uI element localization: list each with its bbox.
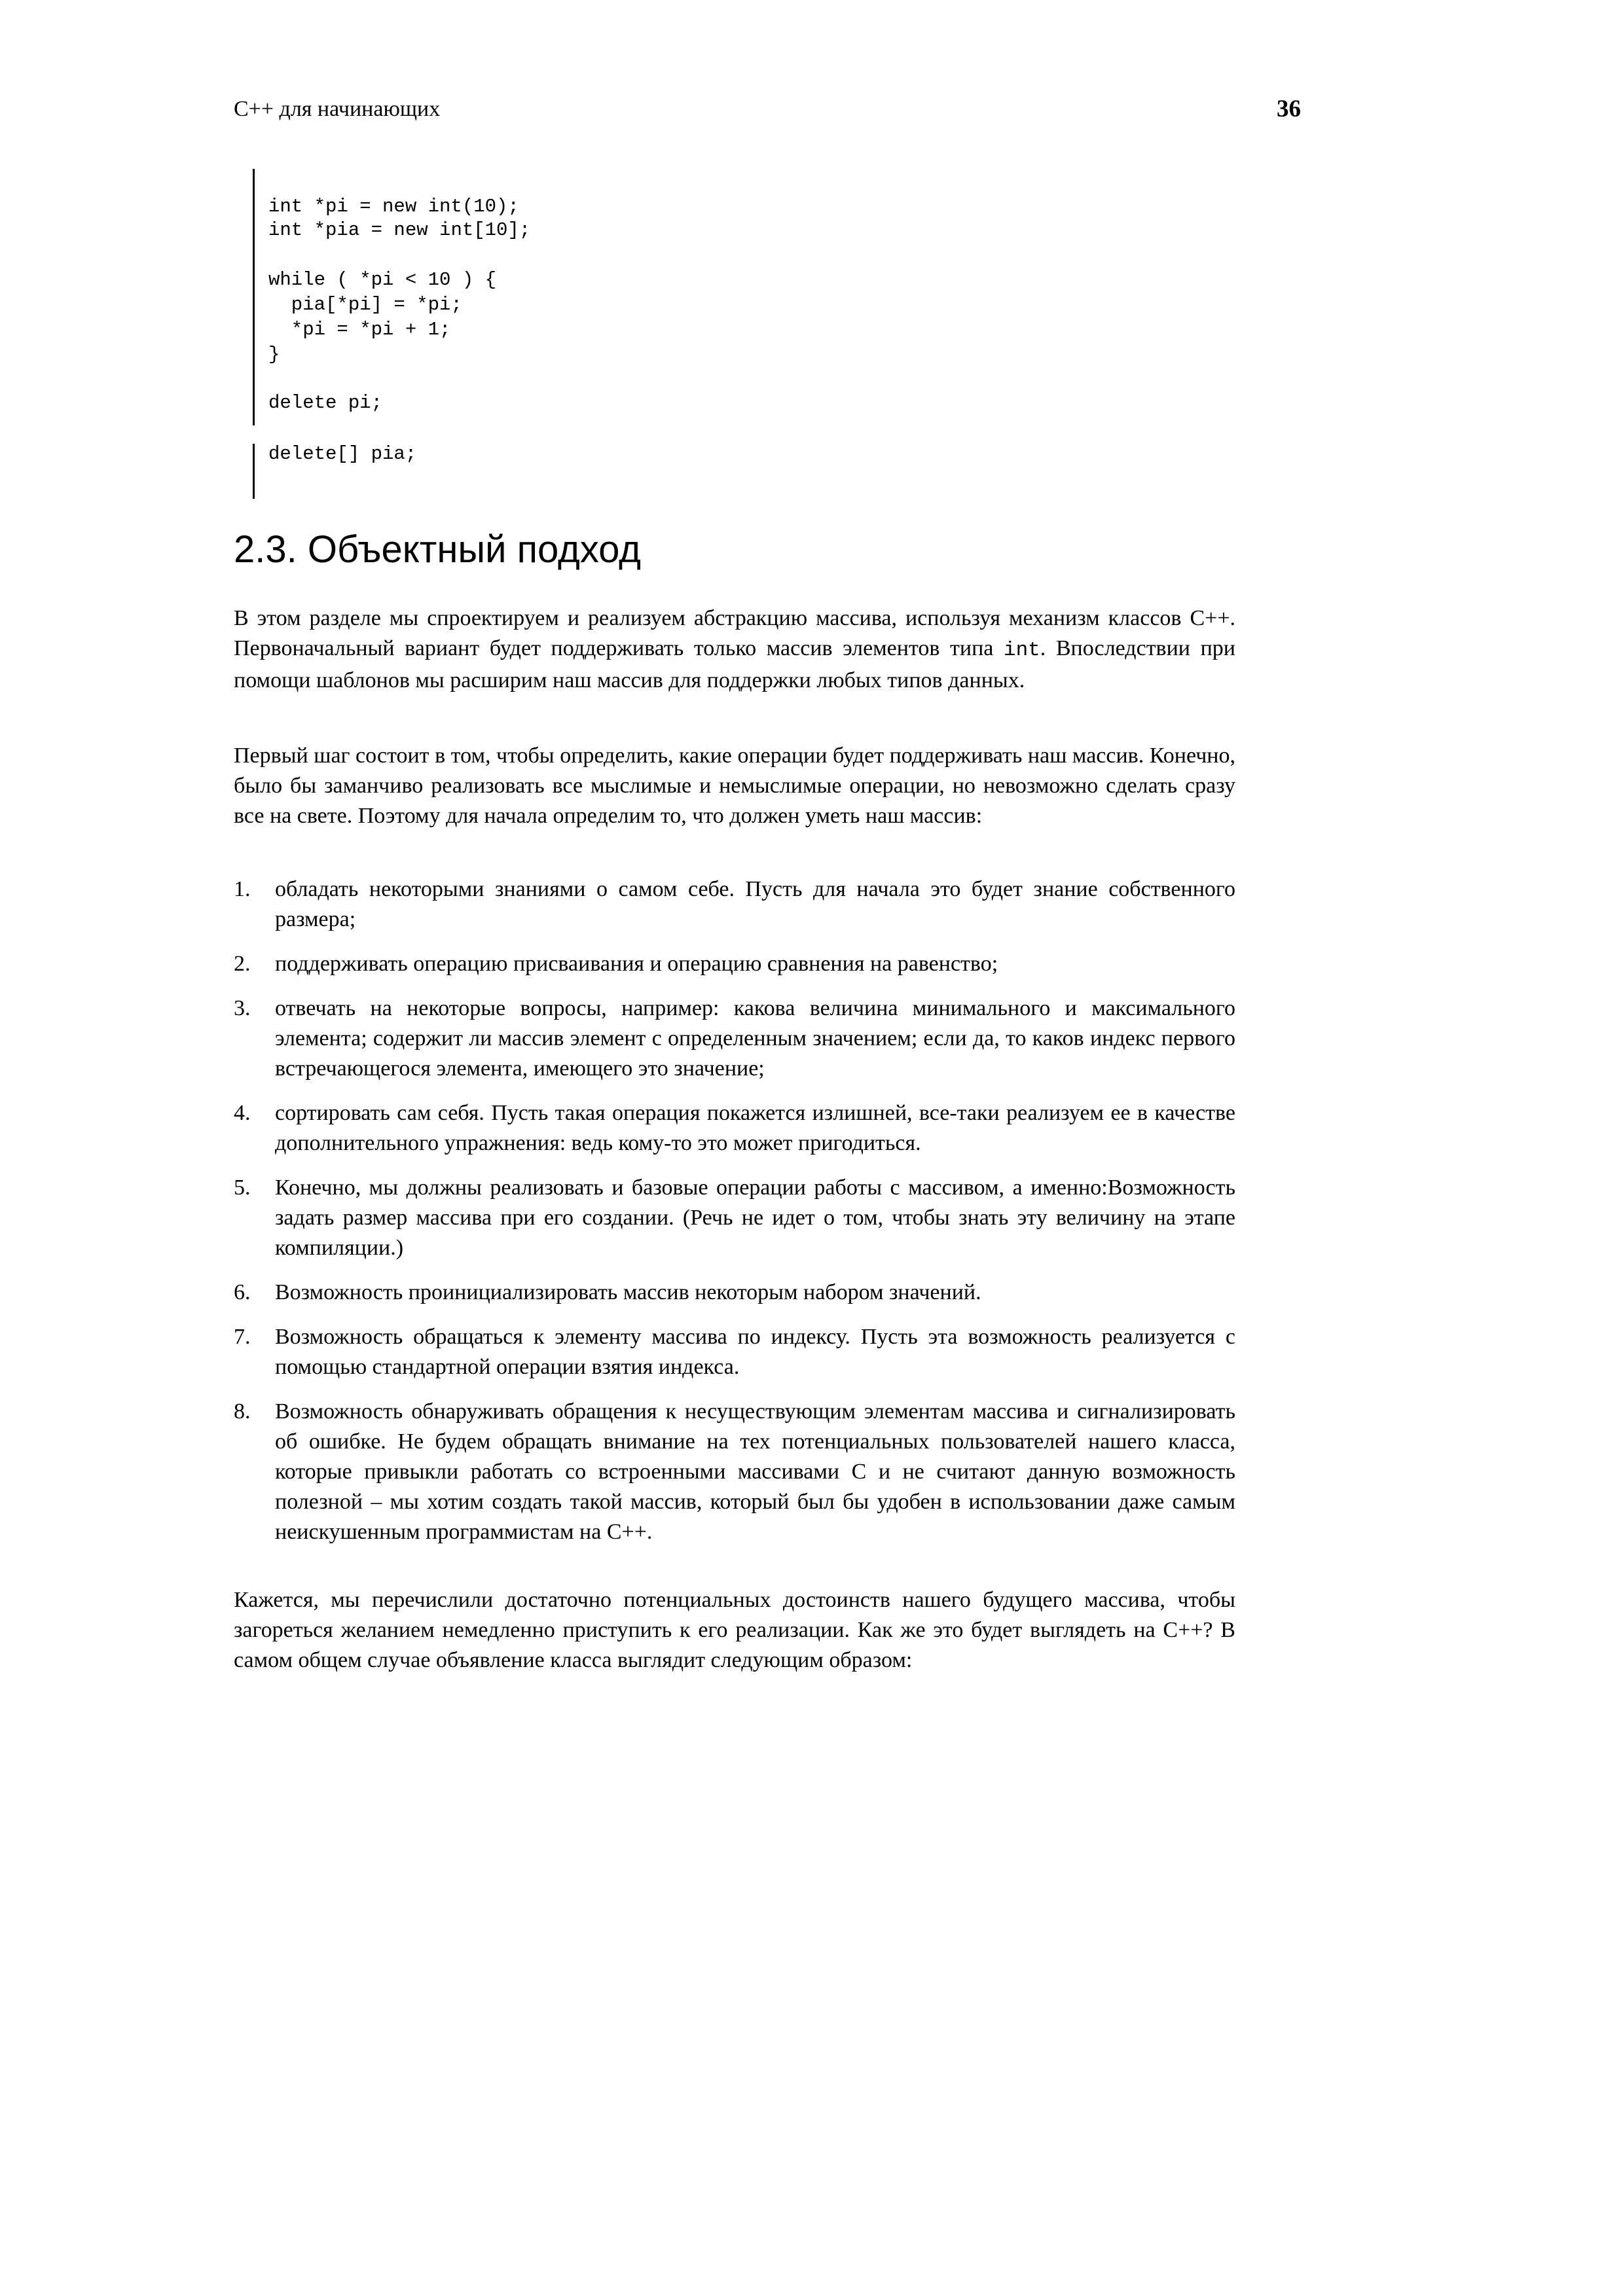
list-item xyxy=(234,1098,1235,1158)
list-item-text: обладать некоторыми знаниями о самом себе. Пусть для начала это будет знание собственного размера; xyxy=(275,877,1235,931)
paragraph-first-step: Первый шаг состоит в том, чтобы определить, какие операции будет поддерживать наш массив. Конечно, было бы заманчиво реализовать все мыслимые и немыслимые операции, но невозможно сделать сразу все на свете. Поэтому для начала определим то, что должен уметь наш массив: xyxy=(234,744,1235,828)
list-item xyxy=(234,1322,1235,1382)
paragraph-closing: Кажется, мы перечислили достаточно потенциальных достоинств нашего будущего массива, чтобы загореться желанием немедленно приступить к его реализации. Как же это будет выглядеть на С++? В самом общем случае объявление класса выглядит следующим образом: xyxy=(234,1588,1235,1672)
list-item-text: Возможность обращаться к элементу массива по индексу. Пусть эта возможность реализуется с помощью стандартной операции взятия индекса. xyxy=(275,1325,1235,1379)
list-item-text: отвечать на некоторые вопросы, например: какова величина минимального и максимального элемента; содержит ли массив элемент с определенным значением; если да, то каков индекс первого встречающегося элемента, имеющего это значение; xyxy=(275,996,1235,1081)
paragraph-text: В этом разделе мы спроектируем и реализуем абстракцию массива, используя механизм классов С++. Первоначальный вариант будет поддерживать только массив элементов типа xyxy=(234,606,1235,660)
list-item xyxy=(234,1173,1235,1263)
code-line: while ( *pi < 10 ) { xyxy=(268,269,497,291)
section-heading: 2.3. Объектный подход xyxy=(234,528,641,571)
list-item-number: 1. xyxy=(234,877,251,901)
list-item xyxy=(234,1278,1235,1308)
running-header xyxy=(234,93,1301,126)
code-line: int *pia = new int[10]; xyxy=(268,219,531,241)
list-item-number: 4. xyxy=(234,1101,251,1125)
book-title: С++ для начинающих xyxy=(234,97,441,121)
page-number: 36 xyxy=(1277,96,1301,122)
list-item-number: 8. xyxy=(234,1399,251,1424)
list-item-number: 7. xyxy=(234,1325,251,1349)
list-item xyxy=(234,874,1235,935)
code-line: delete[] pia; xyxy=(268,443,417,465)
list-item-text: поддерживать операцию присваивания и операцию сравнения на равенство; xyxy=(275,952,998,976)
list-item-text: сортировать сам себя. Пусть такая операция покажется излишней, все-таки реализуем ее в качестве дополнительного упражнения: ведь кому-то это может пригодиться. xyxy=(275,1101,1235,1155)
code-line: pia[*pi] = *pi; xyxy=(268,294,462,315)
paragraph-intro xyxy=(234,603,1235,696)
list-item-text: Конечно, мы должны реализовать и базовые операции работы с массивом, а именно:Возможность задать размер массива при его создании. (Речь не идет о том, чтобы знать эту величину на этапе компиляции.) xyxy=(275,1175,1235,1260)
code-line: delete pi; xyxy=(268,392,383,414)
list-item-text: Возможность обнаруживать обращения к несуществующим элементам массива и сигнализировать об ошибке. Не будем обращать внимание на тех потенциальных пользователей нашего класса, которые привыкли работать со встроенными массивами С и не считают данную возможность полезной – мы хотим создать такой массив, который был бы удобен в использовании даже самым неискушенным программистам на С++. xyxy=(275,1399,1235,1544)
list-item xyxy=(234,949,1235,979)
list-item-number: 5. xyxy=(234,1175,251,1200)
list-item xyxy=(234,1397,1235,1547)
list-item-text: Возможность проинициализировать массив некоторым набором значений. xyxy=(275,1280,981,1304)
list-item xyxy=(234,994,1235,1084)
code-margin-bar xyxy=(253,169,255,425)
inline-code: int xyxy=(1003,639,1040,662)
code-line: *pi = *pi + 1; xyxy=(268,319,451,340)
code-line: } xyxy=(268,344,280,365)
code-margin-bar xyxy=(253,444,255,499)
list-item-number: 3. xyxy=(234,996,251,1020)
code-line: int *pi = new int(10); xyxy=(268,196,519,217)
paragraph-text: . Впоследствии при помощи шаблонов мы расширим наш массив для поддержки любых типов данных. xyxy=(234,636,1235,692)
list-item-number: 2. xyxy=(234,952,251,976)
list-item-number: 6. xyxy=(234,1280,251,1304)
